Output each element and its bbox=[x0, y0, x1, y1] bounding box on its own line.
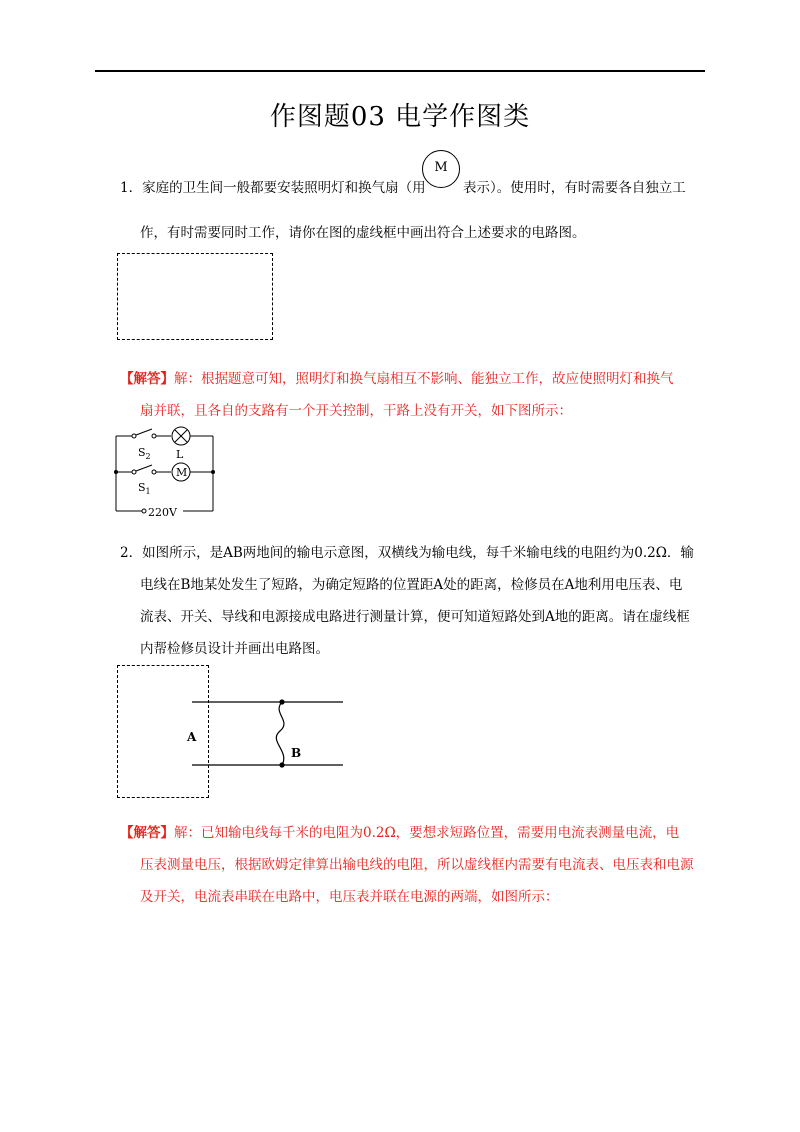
q1-answer-box bbox=[117, 253, 273, 340]
q1-line-1a bbox=[120, 176, 426, 196]
a2-line-2: 压表测量电压，根据欧姆定律算出输电线的电阻，所以虚线框内需要有电流表、电压表和电源 bbox=[140, 857, 694, 873]
top-rule bbox=[95, 70, 705, 72]
point-b-label: B bbox=[291, 746, 302, 760]
a1-text-1: 解：根据题意可知，照明灯和换气扇相互不影响、能独立工作，故应使照明灯和换气 bbox=[174, 371, 674, 387]
a2-text-1: 解：已知输电线每千米的电阻为0.2Ω，要想求短路位置，需要用电流表测量电流，电 bbox=[174, 825, 680, 841]
switch-s2-label: $S_2$ bbox=[138, 446, 151, 461]
motor-symbol-icon: M bbox=[422, 150, 460, 188]
q1-number: 1． bbox=[120, 180, 143, 196]
a1-line-1 bbox=[120, 367, 674, 387]
a1-circuit-diagram bbox=[108, 425, 218, 520]
q2-text-1: 如图所示，是AB两地间的输电示意图，双横线为输电线，每千米输电线的电阻约为0.2Ω．输 bbox=[142, 545, 694, 561]
q1-line-1b: 表示）。使用时，有时需要各自独立工 bbox=[463, 180, 686, 196]
a1-tag: 【解答】 bbox=[120, 371, 174, 387]
page-title: 作图题03 电学作图类 bbox=[269, 102, 531, 132]
a2-tag: 【解答】 bbox=[120, 825, 174, 841]
q2-transmission-diagram bbox=[180, 695, 350, 775]
point-a-label: A bbox=[187, 730, 197, 744]
q2-number: 2． bbox=[120, 545, 143, 561]
q2-line-4: 内帮检修员设计并画出电路图。 bbox=[140, 641, 329, 657]
switch-s1-label: $S_1$ bbox=[138, 481, 151, 496]
q2-line-1 bbox=[120, 541, 694, 561]
q2-line-2: 电线在B地某处发生了短路，为确定短路的位置距A处的距离，检修员在A地利用电压表、电 bbox=[140, 577, 683, 593]
lamp-label: L bbox=[176, 448, 184, 461]
a2-line-3: 及开关，电流表串联在电路中，电压表并联在电源的两端，如图所示： bbox=[140, 889, 559, 905]
q1-line-2: 作，有时需要同时工作，请你在图的虚线框中画出符合上述要求的电路图。 bbox=[140, 225, 586, 241]
a1-line-2: 扇并联，且各自的支路有一个开关控制，干路上没有开关，如下图所示： bbox=[140, 403, 572, 419]
motor-label: M bbox=[176, 466, 188, 479]
a2-line-1 bbox=[120, 821, 679, 841]
q1-text-a: 家庭的卫生间一般都要安装照明灯和换气扇（用 bbox=[142, 180, 426, 196]
voltage-label: 220V bbox=[148, 506, 177, 519]
q2-line-3: 流表、开关、导线和电源接成电路进行测量计算，便可知道短路处到A地的距离。请在虚线框 bbox=[140, 609, 690, 625]
